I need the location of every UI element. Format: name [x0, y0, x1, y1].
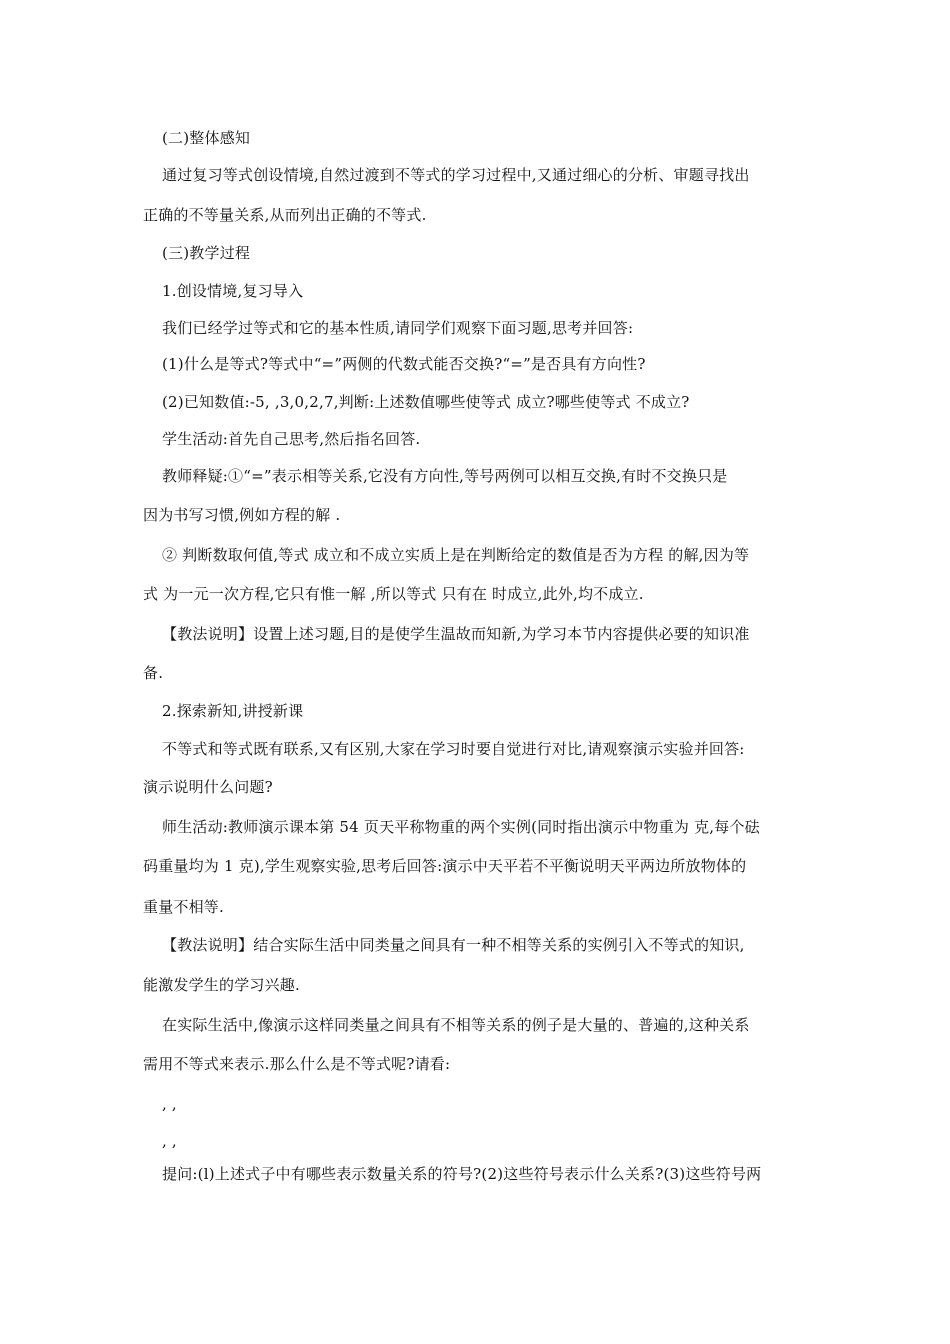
paragraph-line: 通过复习等式创设情境,自然过渡到不等式的学习过程中,又通过细心的分析、审题寻找出	[162, 166, 750, 184]
paragraph-line: 不等式和等式既有联系,又有区别,大家在学习时要自觉进行对比,请观察演示实验并回答:	[162, 740, 745, 758]
question-line: (2)已知数值:-5, ,3,0,2,7,判断:上述数值哪些使等式 成立?哪些使等式 不成立?	[162, 393, 690, 411]
question-line: (1)什么是等式?等式中“=”两侧的代数式能否交换?“=”是否具有方向性?	[162, 355, 646, 373]
method-note-line: 【教法说明】设置上述习题,目的是使学生温故而知新,为学习本节内容提供必要的知识准	[162, 625, 750, 643]
paragraph-line: 学生活动:首先自己思考,然后指名回答.	[162, 430, 421, 448]
paragraph-line: 演示说明什么问题?	[143, 778, 273, 796]
paragraph-line: 正确的不等量关系,从而列出正确的不等式.	[143, 206, 427, 224]
section-heading-overall-perception: (二)整体感知	[162, 129, 251, 147]
formula-placeholder-line: , ,	[162, 1095, 177, 1113]
paragraph-line: 教师释疑:①“=”表示相等关系,它没有方向性,等号两例可以相互交换,有时不交换只是	[162, 467, 728, 485]
paragraph-line: 式 为一元一次方程,它只有惟一解 ,所以等式 只有在 时成立,此外,均不成立.	[143, 585, 644, 603]
subsection-heading: 2.探索新知,讲授新课	[162, 702, 304, 720]
formula-placeholder-line: , ,	[162, 1132, 177, 1150]
paragraph-line: 提问:(l)上述式子中有哪些表示数量关系的符号?(2)这些符号表示什么关系?(3)这些符号两	[162, 1165, 762, 1183]
method-note-line: 能激发学生的学习兴趣.	[143, 976, 300, 994]
paragraph-line: 师生活动:教师演示课本第 54 页天平称物重的两个实例(同时指出演示中物重为 克,每个砝	[162, 818, 760, 836]
method-note-line: 备.	[143, 664, 164, 682]
paragraph-line: 码重量均为 1 克),学生观察实验,思考后回答:演示中天平若不平衡说明天平两边所放物体的	[143, 857, 747, 875]
subsection-heading: 1.创设情境,复习导入	[162, 282, 304, 300]
paragraph-line: 因为书写习惯,例如方程的解 .	[143, 506, 341, 524]
paragraph-line: 在实际生活中,像演示这样同类量之间具有不相等关系的例子是大量的、普遍的,这种关系	[162, 1016, 750, 1034]
paragraph-line: 需用不等式来表示.那么什么是不等式呢?请看:	[143, 1055, 451, 1073]
paragraph-line: ② 判断数取何值,等式 成立和不成立实质上是在判断给定的数值是否为方程 的解,因为等	[162, 546, 750, 564]
method-note-line: 【教法说明】结合实际生活中同类量之间具有一种不相等关系的实例引入不等式的知识,	[162, 936, 745, 954]
paragraph-line: 重量不相等.	[143, 898, 224, 916]
paragraph-line: 我们已经学过等式和它的基本性质,请同学们观察下面习题,思考并回答:	[162, 319, 634, 337]
section-heading-teaching-process: (三)教学过程	[162, 244, 251, 262]
